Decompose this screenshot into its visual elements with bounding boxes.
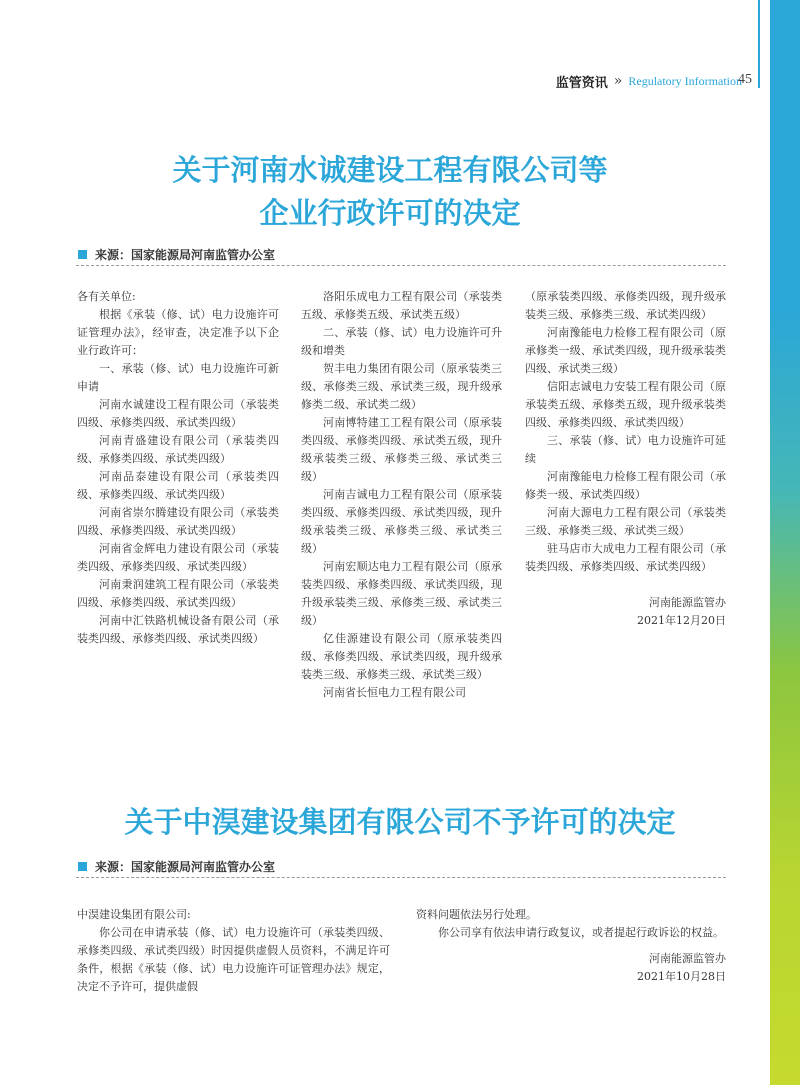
paragraph: 资料问题依法另行处理。 [416, 908, 537, 921]
paragraph: 河南博特建工工程有限公司（原承装类四级、承修类四级、承试类五级，现升级承装类三级、承修类三级、承试类三级） [301, 416, 502, 483]
paragraph: 你公司在申请承装（修、试）电力设施许可（承装类四级、承修类四级、承试类四级）时因提供虚假人员资料，不满足许可条件，根据《承装（修、试）电力设施许可证管理办法》规定，决定不予许可，提供虚假 [77, 926, 390, 993]
paragraph: 三、承装（修、试）电力设施许可延续 [525, 434, 726, 465]
paragraph: 河南豫能电力检修工程有限公司（承修类一级、承试类四级） [525, 470, 726, 501]
paragraph: （原承装类四级、承修类四级，现升级承装类三级、承修类三级、承试类四级） [525, 290, 726, 321]
paragraph: 驻马店市大成电力工程有限公司（承装类四级、承修类四级、承试类四级） [525, 542, 726, 573]
paragraph: 河南豫能电力检修工程有限公司（原承修类一级、承试类四级，现升级承装类四级、承试类三级） [525, 326, 726, 375]
article1-date: 2021年12月20日 [637, 614, 726, 627]
paragraph: 河南省长恒电力工程有限公司 [323, 686, 466, 699]
article2-title: 关于中淏建设集团有限公司不予许可的决定 [124, 805, 676, 839]
article1-column-2 [301, 288, 502, 702]
header-vertical-rule [758, 0, 760, 88]
article2-signature: 河南能源监管办 [649, 952, 726, 965]
square-bullet-icon [78, 250, 87, 259]
paragraph: 河南省崇尔腾建设有限公司（承装类四级、承修类四级、承试类四级） [77, 506, 279, 537]
paragraph: 贺丰电力集团有限公司（原承装类三级、承修类三级、承试类三级，现升级承修类二级、承试类二级） [301, 362, 502, 411]
paragraph: 河南宏顺达电力工程有限公司（原承装类四级、承修类四级、承试类四级，现升级承装类三级、承修类三级、承试类三级） [301, 560, 502, 627]
article1-source [78, 246, 275, 263]
paragraph: 河南中汇铁路机械设备有限公司（承装类四级、承修类四级、承试类四级） [77, 614, 279, 645]
article1-title-line1: 关于河南水诚建设工程有限公司等 [172, 153, 608, 187]
paragraph: 亿佳源建设有限公司（原承装类四级、承修类四级、承试类四级，现升级承装类三级、承修类三级、承试类三级） [301, 632, 502, 681]
paragraph: 河南秉润建筑工程有限公司（承装类四级、承修类四级、承试类四级） [77, 578, 279, 609]
paragraph: 根据《承装（修、试）电力设施许可证管理办法》，经审查，决定准予以下企业行政许可： [77, 308, 279, 357]
article1-column-1 [77, 288, 279, 648]
article1-title-line2: 企业行政许可的决定 [259, 196, 521, 230]
side-color-stripe [770, 0, 800, 1085]
paragraph: 信阳志诚电力安装工程有限公司（原承装类五级、承修类五级，现升级承装类四级、承修类四级、承试类四级） [525, 380, 726, 429]
paragraph: 洛阳乐成电力工程有限公司（承装类五级、承修类五级、承试类五级） [301, 290, 502, 321]
article1-column-3 [525, 288, 726, 630]
paragraph: 河南省金辉电力建设有限公司（承装类四级、承修类四级、承试类四级） [77, 542, 279, 573]
paragraph: 你公司享有依法申请行政复议，或者提起行政诉讼的权益。 [438, 926, 724, 939]
article1-source-text: 来源：国家能源局河南监管办公室 [95, 248, 276, 262]
article2-column-1 [77, 906, 390, 996]
section-name-en: Regulatory Information [628, 73, 742, 88]
article2-date: 2021年10月28日 [637, 970, 726, 983]
paragraph: 各有关单位: [77, 290, 136, 303]
paragraph: 河南品泰建设有限公司（承装类四级、承修类四级、承试类四级） [77, 470, 279, 501]
paragraph: 中淏建设集团有限公司: [77, 908, 191, 921]
section-header [556, 70, 742, 92]
article2-source-text: 来源：国家能源局河南监管办公室 [95, 860, 276, 874]
paragraph: 河南青盛建设有限公司（承装类四级、承修类四级、承试类四级） [77, 434, 279, 465]
page-number: 45 [738, 72, 752, 87]
article2-column-2 [416, 906, 726, 986]
paragraph: 一、承装（修、试）电力设施许可新申请 [77, 362, 279, 393]
paragraph: 河南吉诚电力工程有限公司（原承装类四级、承修类四级、承试类四级，现升级承装类三级、承修类三级、承试类三级） [301, 488, 502, 555]
article2-source [78, 858, 275, 875]
paragraph: 二、承装（修、试）电力设施许可升级和增类 [301, 326, 502, 357]
paragraph: 河南大源电力工程有限公司（承装类三级、承修类三级、承试类三级） [525, 506, 726, 537]
article1-signature: 河南能源监管办 [649, 596, 726, 609]
section-name-cn: 监管资讯 [555, 75, 608, 91]
chevron-icon: » [613, 73, 623, 89]
divider [76, 877, 726, 878]
square-bullet-icon [78, 862, 87, 871]
divider [76, 265, 726, 266]
paragraph: 河南水诚建设工程有限公司（承装类四级、承修类四级、承试类四级） [77, 398, 279, 429]
